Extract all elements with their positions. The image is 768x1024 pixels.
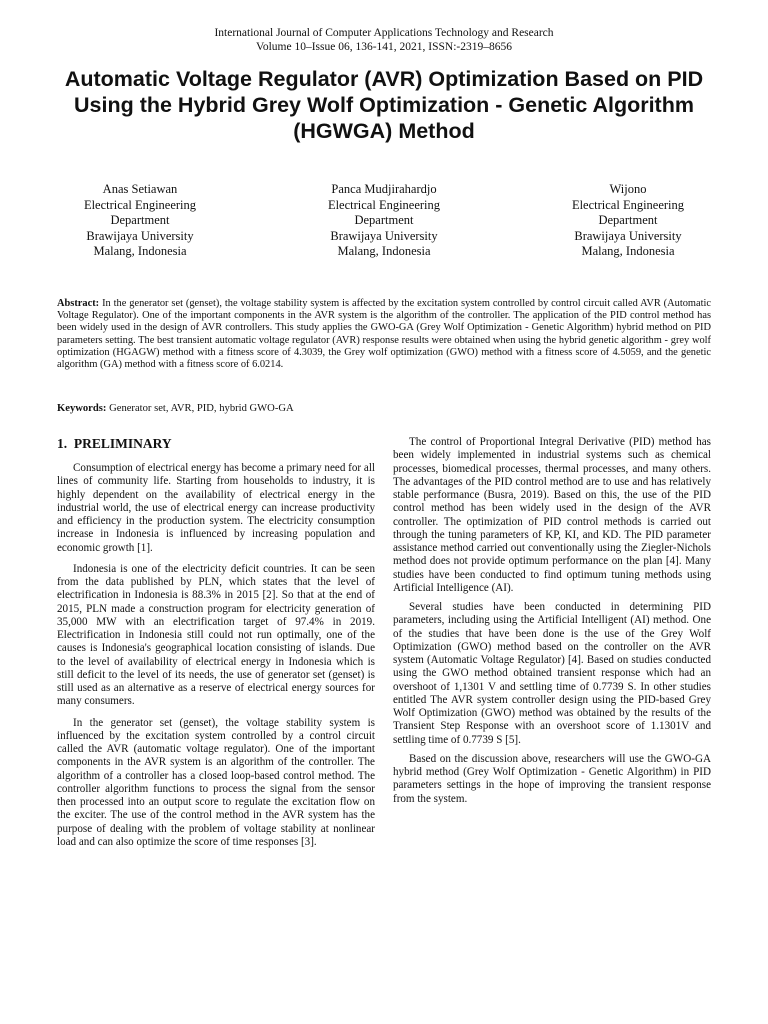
left-column (57, 436, 375, 857)
author-name: Wijono (609, 182, 647, 196)
author-city: Malang, Indonesia (581, 244, 675, 259)
author-university: Brawijaya University (574, 228, 682, 243)
abstract (57, 298, 711, 371)
author-name: Panca Mudjirahardjo (331, 182, 437, 196)
author-list (30, 182, 738, 260)
paragraph: Consumption of electrical energy has become a primary need for all lines of community life. Starting from households to industry, it is highly dependent on the availability of electrical energy in the industrial world, the use of electrical energy can increase productivity and efficiency in the production system. The electricity consumption increase in Indonesia is influenced by increasing population and economic growth [1]. (57, 462, 375, 554)
abstract-label: Abstract: (57, 298, 100, 309)
keywords-label: Keywords: (57, 403, 107, 414)
author-department: Electrical Engineering (327, 197, 441, 212)
author-name: Anas Setiawan (102, 182, 178, 196)
abstract-text: In the generator set (genset), the voltage stability system is affected by the excitation system controlled by control circuit called AVR (Automatic Voltage Regulator). One of the important components in the AVR system is the algorithm of the controller. The application of the PID control method has been widely used in the design of AVR controllers. This study applies the GWO-GA (Grey Wolf Optimization - Genetic Algorithm) hybrid method on PID parameters setting. The best transient automatic voltage regulator (AVR) response results were obtained when using the hybrid genetic algorithm - grey wolf optimization (HGAGW) method with a fitness score of 4.3039, the Grey wolf optimization (GWO) method with a fitness score of 4.5059, and the genetic algorithm (GA) method with a fitness score of 6.0214. (57, 298, 711, 371)
author-university: Brawijaya University (86, 228, 194, 243)
journal-name: International Journal of Computer Applications Technology and Research (214, 27, 554, 39)
section-number: 1. (57, 436, 68, 451)
author-university: Brawijaya University (330, 228, 438, 243)
paper-title: Automatic Voltage Regulator (AVR) Optimization Based on PID Using the Hybrid Grey Wolf Optimization - Genetic Algorithm (HGWGA) Method (64, 67, 704, 143)
author-block (518, 182, 738, 260)
paragraph: Several studies have been conducted in determining PID parameters, including using the Artificial Intelligent (AI) method. One of the studies that have been done is the use of the Grey Wolf Optimization (GWO) method based on the controller on the AVR system (Automatic Voltage Regulator) [4]. Based on studies conducted using the GWO method obtained transient response which had an overshoot of 1,1301 V and settling time of 0.7739 S. In other studies entitled The AVR system controller design using the PID-based Grey Wolf Optimization (GWO) method was obtained by the results of the Transient Step Response with an overshoot score of 1.1301V and settling time of 0.7739 S [5]. (393, 601, 711, 746)
paragraph: Based on the discussion above, researchers will use the GWO-GA hybrid method (Grey Wolf Optimization - Genetic Algorithm) in PID parameters settings in the hope of improving the transient response from the system. (393, 752, 711, 805)
author-city: Malang, Indonesia (337, 244, 431, 259)
author-department-line2: Department (354, 213, 414, 228)
paragraph: Indonesia is one of the electricity deficit countries. It can be seen from the data published by PLN, which states that the level of electrification in Indonesia is 88.3% in 2015 [2]. So that at the end of 2015, PLN made a construction program for electricity generation of 35,000 MW with an electrification target of 97.4% in 2019. Electrification in Indonesia still could not run optimally, one of the causes is Indonesia's geographical location consisting of islands. Due to the level of availability of electrical energy in Indonesia which is still deficit to the level of its needs, the use of generator set (genset) is still used as an alternative as a reserve of electrical energy sources for many consumers. (57, 562, 375, 708)
section-heading (57, 436, 375, 452)
author-department-line2: Department (598, 213, 658, 228)
keywords (57, 402, 711, 415)
section-title: PRELIMINARY (73, 436, 172, 451)
author-block (30, 182, 250, 260)
keywords-text: Generator set, AVR, PID, hybrid GWO-GA (106, 403, 294, 414)
author-department: Electrical Engineering (83, 197, 197, 212)
journal-volume: Volume 10–Issue 06, 136-141, 2021, ISSN:-2319–8656 (256, 41, 512, 53)
author-block (274, 182, 494, 260)
author-department: Electrical Engineering (571, 197, 685, 212)
paragraph: In the generator set (genset), the voltage stability system is influenced by the excitation system controlled by a control circuit called the AVR (automatic voltage regulator). One of the important components in the AVR system is an algorithm of the controller. The algorithm of a controller has a closed loop-based control method. The controller algorithm functions to process the signal from the sensor then processed into an output score to regulate the excitation flow on the exciter. The use of the control method in the AVR system has the purpose of dealing with the problem of voltage stability at nonlinear load and can also optimize the score of time responses [3]. (57, 716, 375, 848)
author-department-line2: Department (110, 213, 170, 228)
journal-header (0, 26, 768, 54)
author-city: Malang, Indonesia (93, 244, 187, 259)
right-column (393, 436, 711, 812)
paragraph: The control of Proportional Integral Derivative (PID) method has been widely implemented in industrial systems such as chemical processes, biomedical processes, thermal processes, and many others. The advantages of the PID control method are to use and has relatively stable performance (Busra, 2019). Based on this, the use of the PID control method has been widely used in the design of the AVR controller. The optimization of PID control methods is carried out through the tuning parameters of KP, KI, and KD. The PID parameter assistance method carried out conventionally using the Ziegler-Nichols method does not provide optimum performance on the plan [4]. Many studies have been conducted to find optimum tuning methods using Artificial Intelligence (AI). (393, 436, 711, 594)
